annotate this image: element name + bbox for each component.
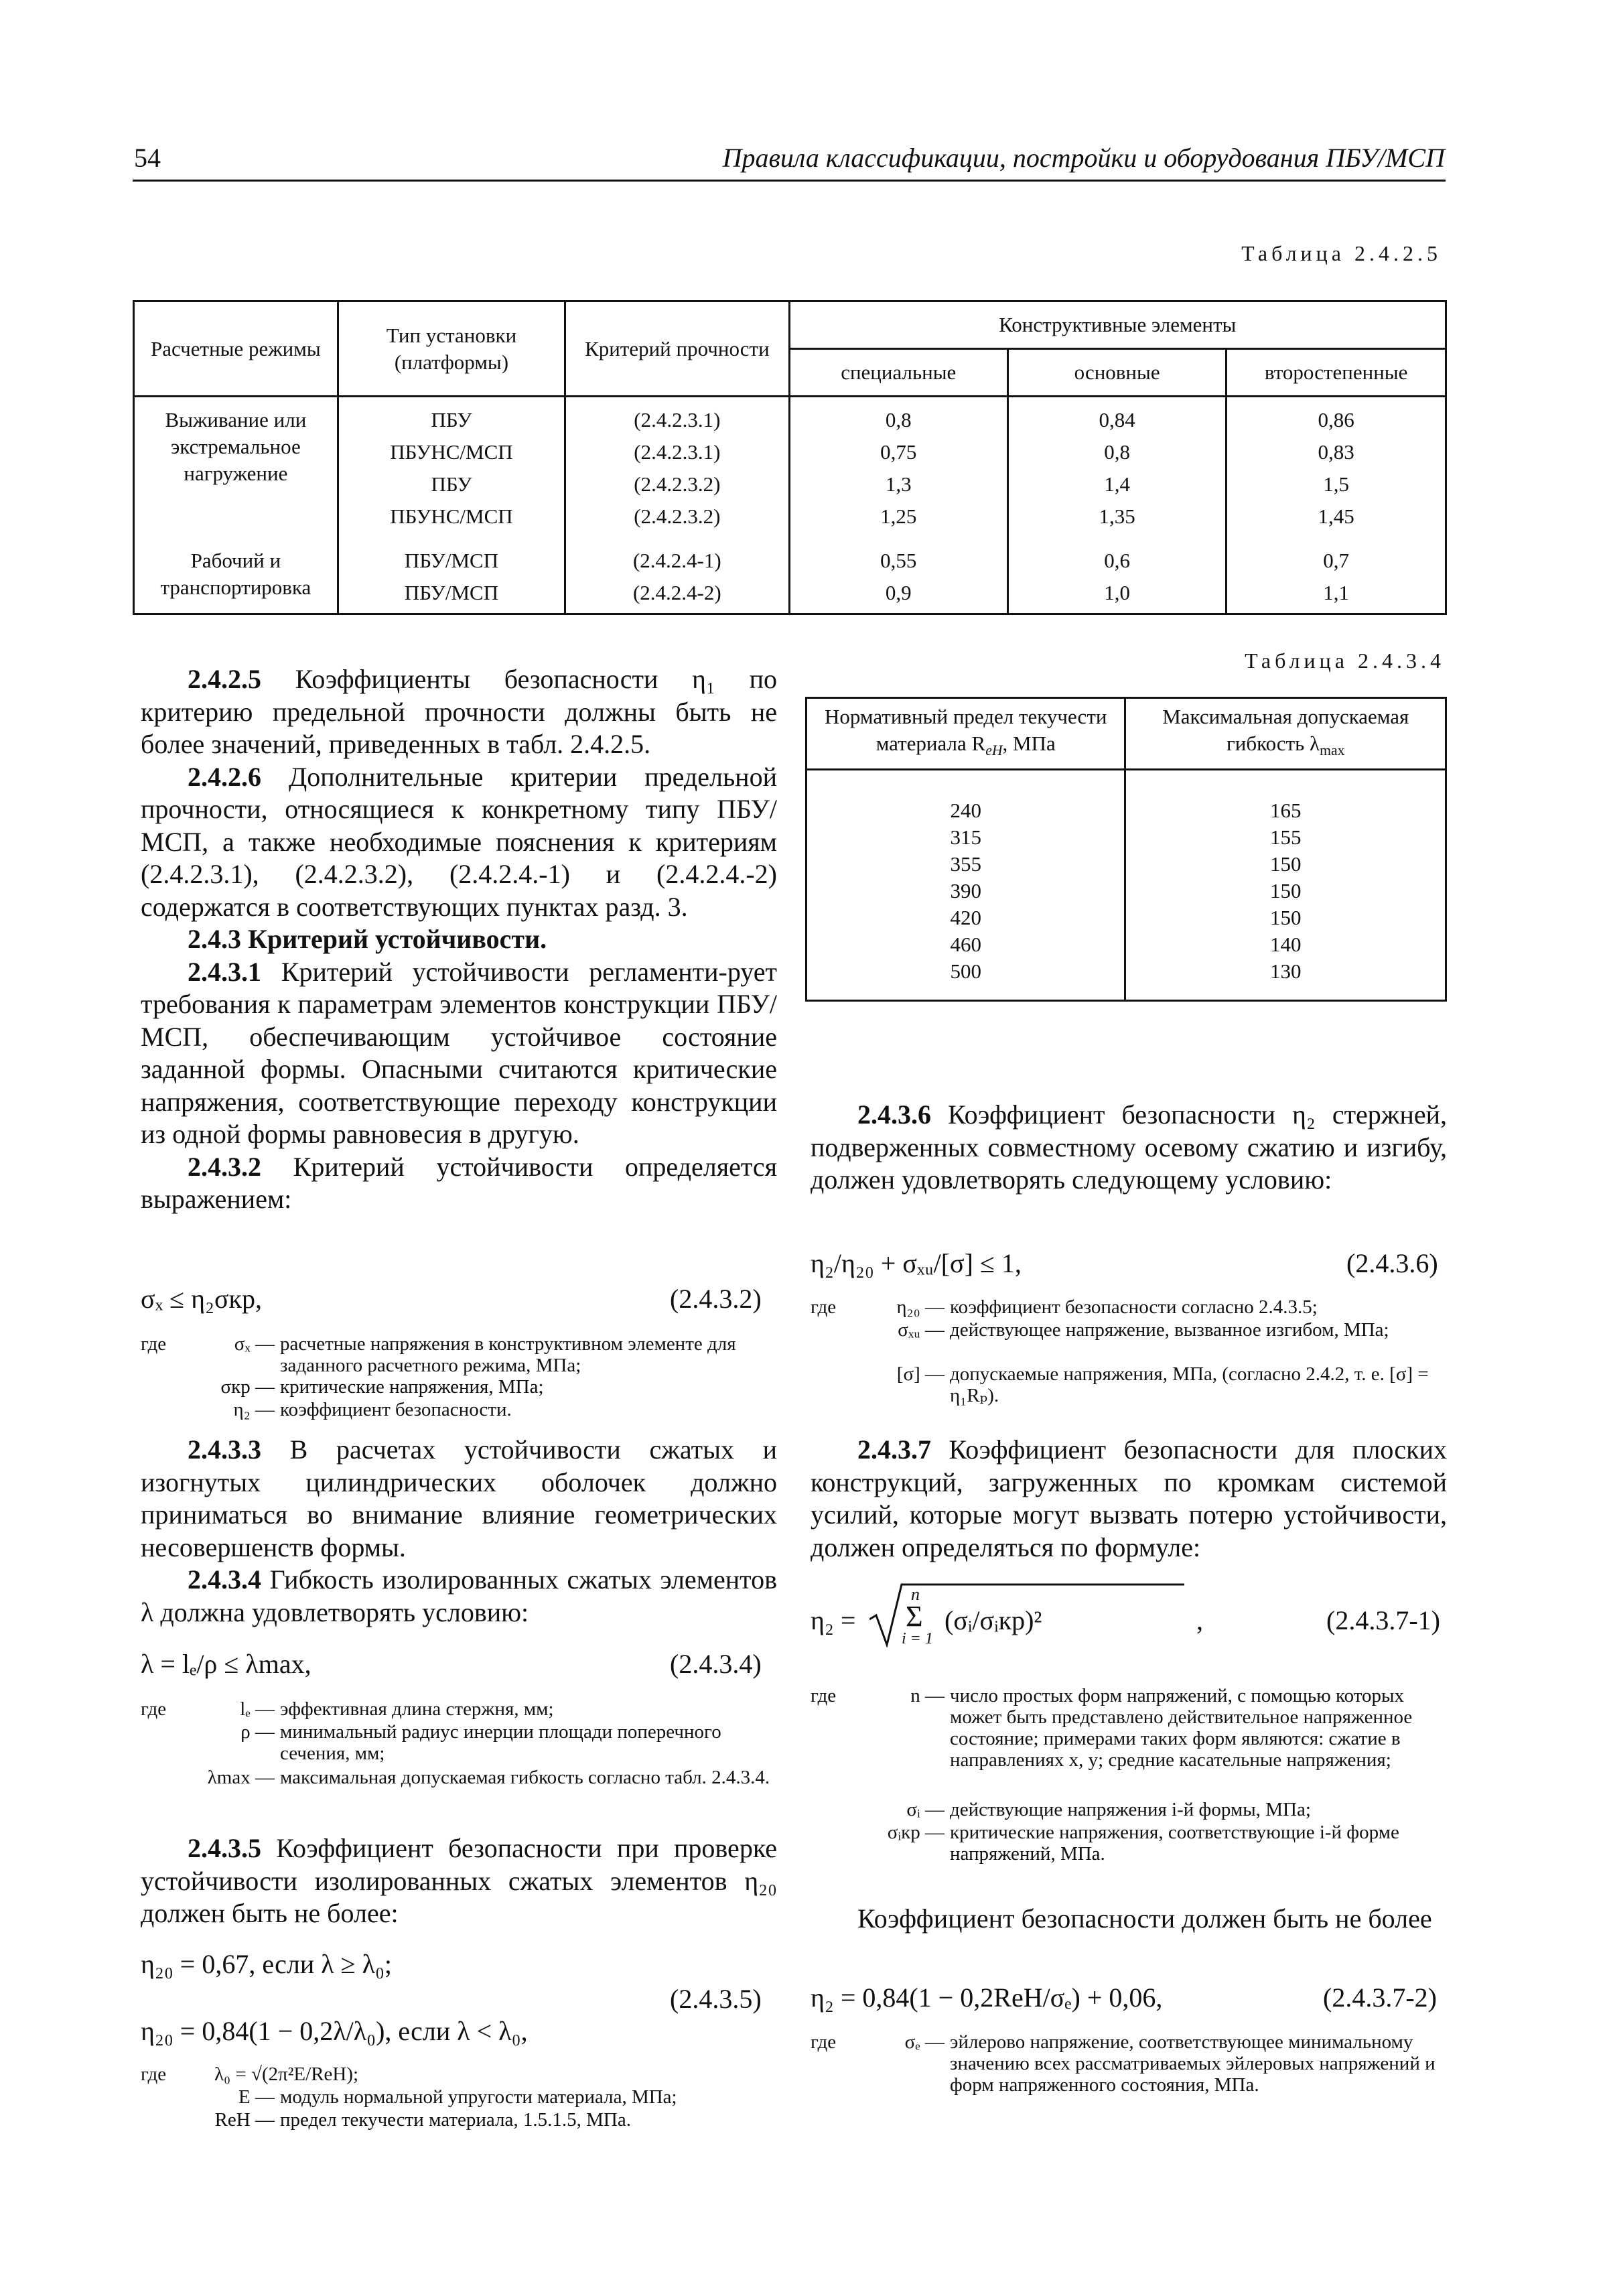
cell-criterion: (2.4.2.4-1): [565, 545, 789, 577]
cell-criterion: (2.4.2.3.2): [565, 500, 789, 533]
where-symbol: σкр —: [220, 1376, 275, 1398]
formula-2-4-3-2: σₓ ≤ η₂σкр,: [141, 1284, 262, 1314]
formula-2-4-3-7-2: η₂ = 0,84(1 − 0,2ReH/σₑ) + 0,06,: [811, 1982, 1163, 2013]
where-symbol: η₂ —: [233, 1399, 275, 1420]
header-elements: Конструктивные элементы: [789, 301, 1446, 349]
header-mode: Расчетные режимы: [134, 301, 338, 397]
where-text: расчетные напряжения в конструктивном элементе для заданного расчетного режима, МПа;: [280, 1333, 736, 1376]
sum-term: (σᵢ/σᵢкр)²: [945, 1605, 1042, 1635]
where-symbol: σₓᵤ —: [898, 1319, 945, 1341]
header-type: Тип установки (платформы): [338, 301, 565, 397]
where-symbol: ReH —: [214, 2109, 275, 2131]
formula-2-4-3-6: η₂/η₂₀ + σₓᵤ/[σ] ≤ 1,: [811, 1248, 1022, 1278]
where-symbol: ρ —: [240, 1721, 275, 1743]
where-text: число простых форм напряжений, с помощью которых может быть представлено действительное напряженное состояние; примерами таких форм являются: сжатие в направлениях x, y; средние касательные напряжения;: [950, 1685, 1413, 1771]
para-2-4-3-6: 2.4.3.6 Коэффициент безопасности η₂ стержней, подверженных совместному осевому сжатию и изгибу, должен удовлетворять следующему условию:: [811, 1099, 1448, 1195]
cell-criterion: (2.4.2.3.1): [565, 397, 789, 437]
right-text-block-3: [811, 1903, 1447, 1936]
where-text: эффективная длина стержня, мм;: [280, 1698, 554, 1720]
para-2-4-3-7: 2.4.3.7 Коэффициент безопасности для плоских конструкций, загруженных по кромкам системой усилий, которые могут вызвать потерю устойчивости, должен определяться по формуле:: [811, 1434, 1448, 1562]
right-text-block-2: [811, 1434, 1447, 1564]
cell-main: 1,4: [1007, 468, 1226, 500]
para-safety-factor: Коэффициент безопасности должен быть не более: [857, 1903, 1432, 1934]
where-text: действующие напряжения i-й формы, МПа;: [950, 1799, 1311, 1820]
table-2-4-3-4: [805, 697, 1447, 1002]
where-2-4-3-7-1: [811, 1685, 1447, 1886]
cell-special: 1,3: [789, 468, 1007, 500]
header-special: специальные: [789, 349, 1007, 397]
where-label: где: [811, 1296, 837, 1318]
where-text: допускаемые напряжения, МПа, (согласно 2.4.2, т. е. [σ] = η₁Rₚ).: [950, 1363, 1429, 1406]
where-symbol: σᵢ —: [906, 1799, 945, 1820]
where-text: критические напряжения, соответствующие i-й форме напряжений, МПа.: [950, 1822, 1399, 1865]
where-text: модуль нормальной упругости материала, МПа;: [280, 2086, 677, 2108]
header-main: основные: [1007, 349, 1226, 397]
cell-yield: 315: [807, 824, 1125, 851]
cell-type: ПБУНС/МСП: [338, 436, 565, 468]
header-rule: [133, 180, 1446, 182]
formula-lhs: η₂ =: [811, 1605, 856, 1635]
formula-number: (2.4.3.4): [670, 1649, 762, 1679]
where-2-4-3-5: [141, 2064, 777, 2144]
where-label: где: [141, 2064, 167, 2085]
cell-main: 0,8: [1007, 436, 1226, 468]
cell-yield: 420: [807, 904, 1125, 931]
where-symbol: lₑ —: [240, 1698, 275, 1720]
where-text: максимальная допускаемая гибкость согласно табл. 2.4.3.4.: [280, 1767, 770, 1788]
cell-type: ПБУ/МСП: [338, 577, 565, 614]
where-text: предел текучести материала, 1.5.1.5, МПа.: [280, 2109, 631, 2131]
cell-special: 1,25: [789, 500, 1007, 533]
page-number: 54: [134, 143, 161, 173]
sum-lower-limit: i = 1: [902, 1630, 933, 1647]
para-2-4-3-1: 2.4.3.1 Критерий устойчивости регламенти-рует требования к параметрам элементов конструкции ПБУ/МСП, обеспечивающим устойчивое состояние заданной формы. Опасными считаются критические напряжения, соответствующие переходу конструкции из одной формы равновесия в другую.: [141, 956, 777, 1149]
where-symbol: [σ] —: [896, 1363, 945, 1385]
cell-main: 1,35: [1007, 500, 1226, 533]
para-2-4-2-5: 2.4.2.5 Коэффициенты безопасности η₁ по критерию предельной прочности должны быть не более значений, приведенных в табл. 2.4.2.5.: [141, 664, 777, 759]
cell-secondary: 0,86: [1227, 397, 1446, 437]
table-2-4-2-5: [133, 300, 1447, 615]
cell-secondary: 1,5: [1227, 468, 1446, 500]
header-yield: Нормативный предел текучести материала $R_{eH}$, МПа: [807, 698, 1125, 770]
para-2-4-3-5: 2.4.3.5 Коэффициент безопасности при проверке устойчивости изолированных сжатых элементов η₂₀ должен быть не более:: [141, 1833, 778, 1928]
cell-special: 0,55: [789, 545, 1007, 577]
header-criterion: Критерий прочности: [565, 301, 789, 397]
where-text: λ₀ = √(2π²E/ReH);: [214, 2064, 359, 2085]
header-secondary: второстепенные: [1227, 349, 1446, 397]
sum-icon: Σ: [906, 1600, 923, 1633]
where-label: где: [811, 2031, 837, 2053]
para-2-4-2-6: 2.4.2.6 Дополнительные критерии предельной прочности, относящиеся к конкретному типу ПБУ/МСП, а также необходимые пояснения к критериям (2.4.2.3.1), (2.4.2.3.2), (2.4.2.4.-1) и (2.4.2.4.-2) содержатся в соответствующих пунктах разд. 3.: [141, 761, 777, 922]
para-2-4-3-3: 2.4.3.3 В расчетах устойчивости сжатых и изогнутых цилиндрических оболочек должно приниматься во внимание влияние геометрических несовершенств формы.: [141, 1434, 777, 1562]
where-symbol: η₂₀ —: [896, 1296, 945, 1318]
where-text: минимальный радиус инерции площади поперечного сечения, мм;: [280, 1721, 721, 1764]
cell-mode: Рабочий и транспортировка: [134, 545, 338, 614]
where-2-4-3-4: [141, 1698, 777, 1826]
where-symbol: λmax —: [207, 1767, 275, 1788]
cell-secondary: 0,7: [1227, 545, 1446, 577]
where-2-4-3-6: [811, 1296, 1447, 1417]
cell-type: ПБУНС/МСП: [338, 500, 565, 533]
where-symbol: E —: [238, 2086, 275, 2108]
cell-special: 0,8: [789, 397, 1007, 437]
where-symbol: σₓ —: [234, 1333, 275, 1355]
cell-mode: Выживание или экстремальное нагружение: [134, 397, 338, 533]
where-text: коэффициент безопасности.: [280, 1399, 512, 1420]
cell-main: 1,0: [1007, 577, 1226, 614]
formula-2-4-3-4: λ = lₑ/ρ ≤ λmax,: [141, 1649, 311, 1679]
cell-main: 0,84: [1007, 397, 1226, 437]
cell-criterion: (2.4.2.3.2): [565, 468, 789, 500]
cell-slenderness: 150: [1125, 851, 1446, 878]
where-2-4-3-7-2: [811, 2031, 1447, 2125]
formula-2-4-3-7-1: [811, 1578, 1447, 1651]
formula-number: (2.4.3.2): [670, 1284, 762, 1314]
left-text-block-3: [141, 1832, 777, 1930]
where-symbol: n —: [910, 1685, 945, 1706]
cell-slenderness: 140: [1125, 931, 1446, 958]
cell-secondary: 0,83: [1227, 436, 1446, 468]
cell-yield: 355: [807, 851, 1125, 878]
where-label: где: [141, 1333, 167, 1355]
header-slenderness: Максимальная допускаемая гибкость $\lambda_{max}$: [1125, 698, 1446, 770]
heading-2-4-3: 2.4.3 Критерий устойчивости.: [188, 924, 547, 954]
formula-number: (2.4.3.6): [1346, 1248, 1438, 1278]
cell-type: ПБУ: [338, 468, 565, 500]
where-text: коэффициент безопасности согласно 2.4.3.5;: [950, 1296, 1318, 1318]
table2-caption: Таблица 2.4.3.4: [1245, 649, 1445, 673]
cell-yield: 500: [807, 958, 1125, 1001]
formula-2-4-3-5b: η₂₀ = 0,84(1 − 0,2λ/λ₀), если λ < λ₀,: [141, 2016, 528, 2046]
cell-criterion: (2.4.2.4-2): [565, 577, 789, 614]
cell-criterion: (2.4.2.3.1): [565, 436, 789, 468]
cell-secondary: 1,45: [1227, 500, 1446, 533]
where-text: эйлерово напряжение, соответствующее минимальному значению всех рассматриваемых эйлеровых напряжений и форм напряженного состояния, МПа.: [950, 2031, 1436, 2096]
running-title: Правила классификации, постройки и оборудования ПБУ/МСП: [722, 143, 1445, 173]
para-2-4-3-2: 2.4.3.2 Критерий устойчивости определяется выражением:: [141, 1151, 777, 1214]
right-text-block-1: [811, 1099, 1447, 1197]
cell-type: ПБУ/МСП: [338, 545, 565, 577]
where-label: где: [811, 1685, 837, 1706]
cell-slenderness: 165: [1125, 770, 1446, 825]
where-symbol: σₑ —: [904, 2031, 945, 2053]
cell-main: 0,6: [1007, 545, 1226, 577]
cell-special: 0,75: [789, 436, 1007, 468]
formula-number: (2.4.3.7-2): [1323, 1982, 1437, 2013]
cell-special: 0,9: [789, 577, 1007, 614]
cell-yield: 390: [807, 878, 1125, 904]
formula-number: (2.4.3.5): [670, 1984, 762, 2014]
formula-2-4-3-5a: η₂₀ = 0,67, если λ ≥ λ₀;: [141, 1949, 393, 1979]
where-2-4-3-2: [141, 1333, 777, 1427]
cell-yield: 460: [807, 931, 1125, 958]
where-symbol: σᵢкр —: [887, 1822, 945, 1843]
para-2-4-3-4: 2.4.3.4 Гибкость изолированных сжатых элементов λ должна удовлетворять условию:: [141, 1564, 777, 1627]
cell-slenderness: 150: [1125, 904, 1446, 931]
where-text: критические напряжения, МПа;: [280, 1376, 544, 1398]
formula-number: (2.4.3.7-1): [1326, 1605, 1440, 1635]
cell-type: ПБУ: [338, 397, 565, 437]
where-label: где: [141, 1698, 167, 1720]
formula-comma: ,: [1196, 1605, 1203, 1635]
cell-yield: 240: [807, 770, 1125, 825]
left-text-block-2: [141, 1434, 777, 1629]
sum-upper-limit: n: [911, 1584, 920, 1604]
where-text: действующее напряжение, вызванное изгибом, МПа;: [950, 1319, 1389, 1341]
table1-caption: Таблица 2.4.2.5: [1241, 241, 1442, 265]
cell-slenderness: 155: [1125, 824, 1446, 851]
cell-slenderness: 130: [1125, 958, 1446, 1001]
cell-slenderness: 150: [1125, 878, 1446, 904]
left-text-block-1: [141, 663, 777, 1216]
cell-secondary: 1,1: [1227, 577, 1446, 614]
